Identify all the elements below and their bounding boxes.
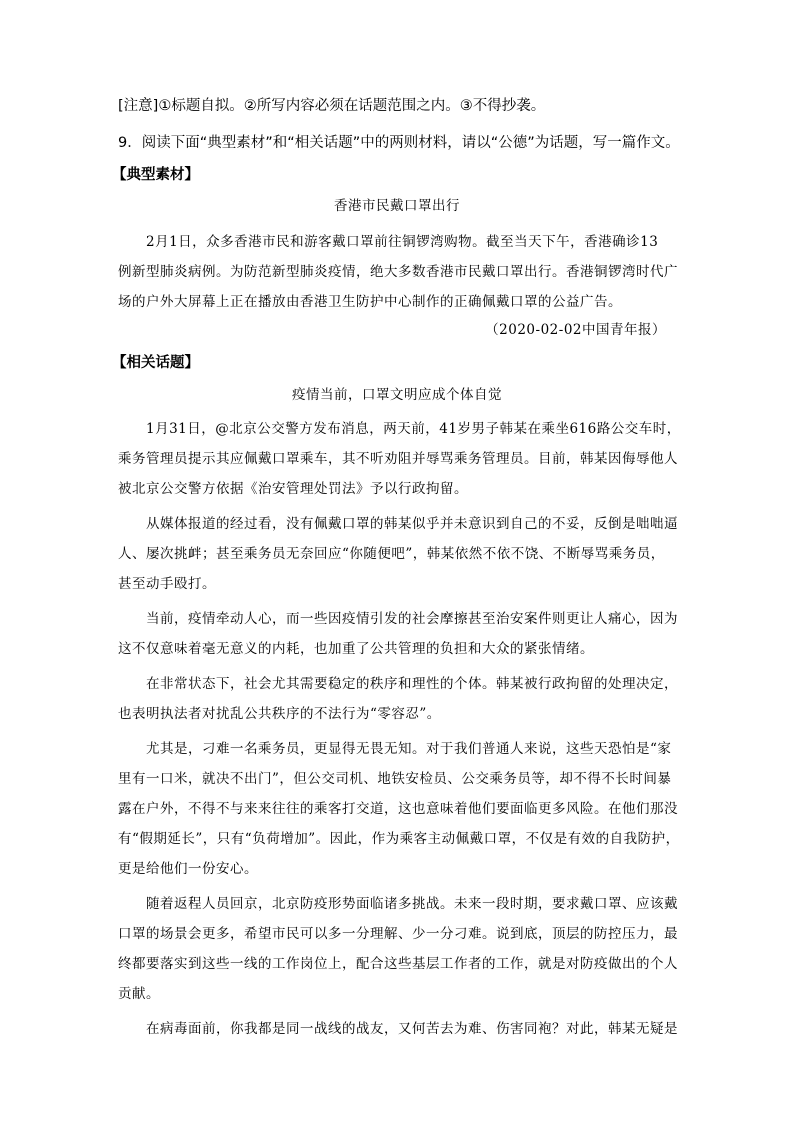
related-topic-line: 乘务管理员提示其应佩戴口罩乘车，其不听劝阻并辱骂乘务管理员。目前，韩某因侮辱他人: [118, 451, 678, 467]
related-topic-line: 甚至动手殴打。: [118, 576, 216, 592]
related-topic-line: 被北京公交警方依据《治安管理处罚法》予以行政拘留。: [118, 481, 468, 497]
related-topic-line: 贡献。: [118, 986, 160, 1002]
related-topic-line: 当前，疫情牵动人心，而一些因疫情引发的社会摩擦甚至治安案件则更让人痛心，因为: [146, 611, 678, 627]
related-topic-title: 疫情当前，口罩文明应成个体自觉: [292, 387, 502, 403]
related-topic-line: 尤其是，刁难一名乘务员，更显得无畏无知。对于我们普通人来说，这些天恐怕是“家: [146, 741, 672, 757]
related-topic-line: 终都要落实到这些一线的工作岗位上，配合这些基层工作者的工作，就是对防疫做出的个人: [118, 956, 678, 972]
related-topic-line: 1月31日，@北京公交警方发布消息，两天前，41岁男子韩某在乘坐616路公交车时，: [146, 421, 681, 437]
typical-material-title: 香港市民戴口罩出行: [334, 198, 460, 214]
related-topic-line: 随着返程人员回京，北京防疫形势面临诸多挑战。未来一段时期，要求戴口罩、应该戴: [146, 896, 678, 912]
related-topic-line: 在非常状态下，社会尤其需要稳定的秩序和理性的个体。韩某被行政拘留的处理决定，: [146, 676, 678, 692]
related-topic-line: 口罩的场景会更多，希望市民可以多一分理解、少一分刁难。说到底，顶层的防控压力，最: [118, 926, 678, 942]
typical-material-line: 场的户外大屏幕上正在播放由香港卫生防护中心制作的正确佩戴口罩的公益广告。: [118, 294, 622, 310]
typical-material-source: （2020-02-02中国青年报）: [485, 322, 666, 338]
related-topic-header: 【相关话题】: [112, 355, 199, 371]
typical-material-header: 【典型素材】: [112, 167, 199, 183]
related-topic-line: 也表明执法者对扰乱公共秩序的不法行为“零容忍”。: [118, 706, 441, 722]
instruction-question: 9．阅读下面“典型素材”和“相关话题”中的两则材料，请以“公德”为话题，写一篇作文。: [118, 135, 680, 151]
related-topic-line: 在病毒面前，你我都是同一战线的战友，又何苦去为难、伤害同袍？对此，韩某无疑是: [146, 1021, 678, 1037]
related-topic-line: 有“假期延长”，只有“负荷增加”。因此，作为乘客主动佩戴口罩，不仅是有效的自我防护，: [118, 831, 680, 847]
typical-material-line: 例新型肺炎病例。为防范新型肺炎疫情，绝大多数香港市民戴口罩出行。香港铜锣湾时代广: [118, 264, 678, 280]
related-topic-line: 从媒体报道的经过看，没有佩戴口罩的韩某似乎并未意识到自己的不妥，反倒是咄咄逼: [146, 516, 678, 532]
related-topic-line: 人、屡次挑衅；甚至乘务员无奈回应“你随便吧”，韩某依然不依不饶、不断辱骂乘务员，: [118, 546, 665, 562]
instruction-note: [注意]①标题自拟。②所写内容必须在话题范围之内。③不得抄袭。: [118, 98, 546, 114]
related-topic-line: 里有一口米，就决不出门”，但公交司机、地铁安检员、公交乘务员等，却不得不长时间暴: [118, 771, 672, 787]
related-topic-line: 这不仅意味着毫无意义的内耗，也加重了公共管理的负担和大众的紧张情绪。: [118, 641, 594, 657]
typical-material-line: 2月1日，众多香港市民和游客戴口罩前往铜锣湾购物。截至当天下午，香港确诊13: [146, 234, 659, 250]
related-topic-line: 露在户外，不得不与来来往往的乘客打交道，这也意味着他们要面临更多风险。在他们那没: [118, 801, 678, 817]
related-topic-line: 更是给他们一份安心。: [118, 861, 258, 877]
